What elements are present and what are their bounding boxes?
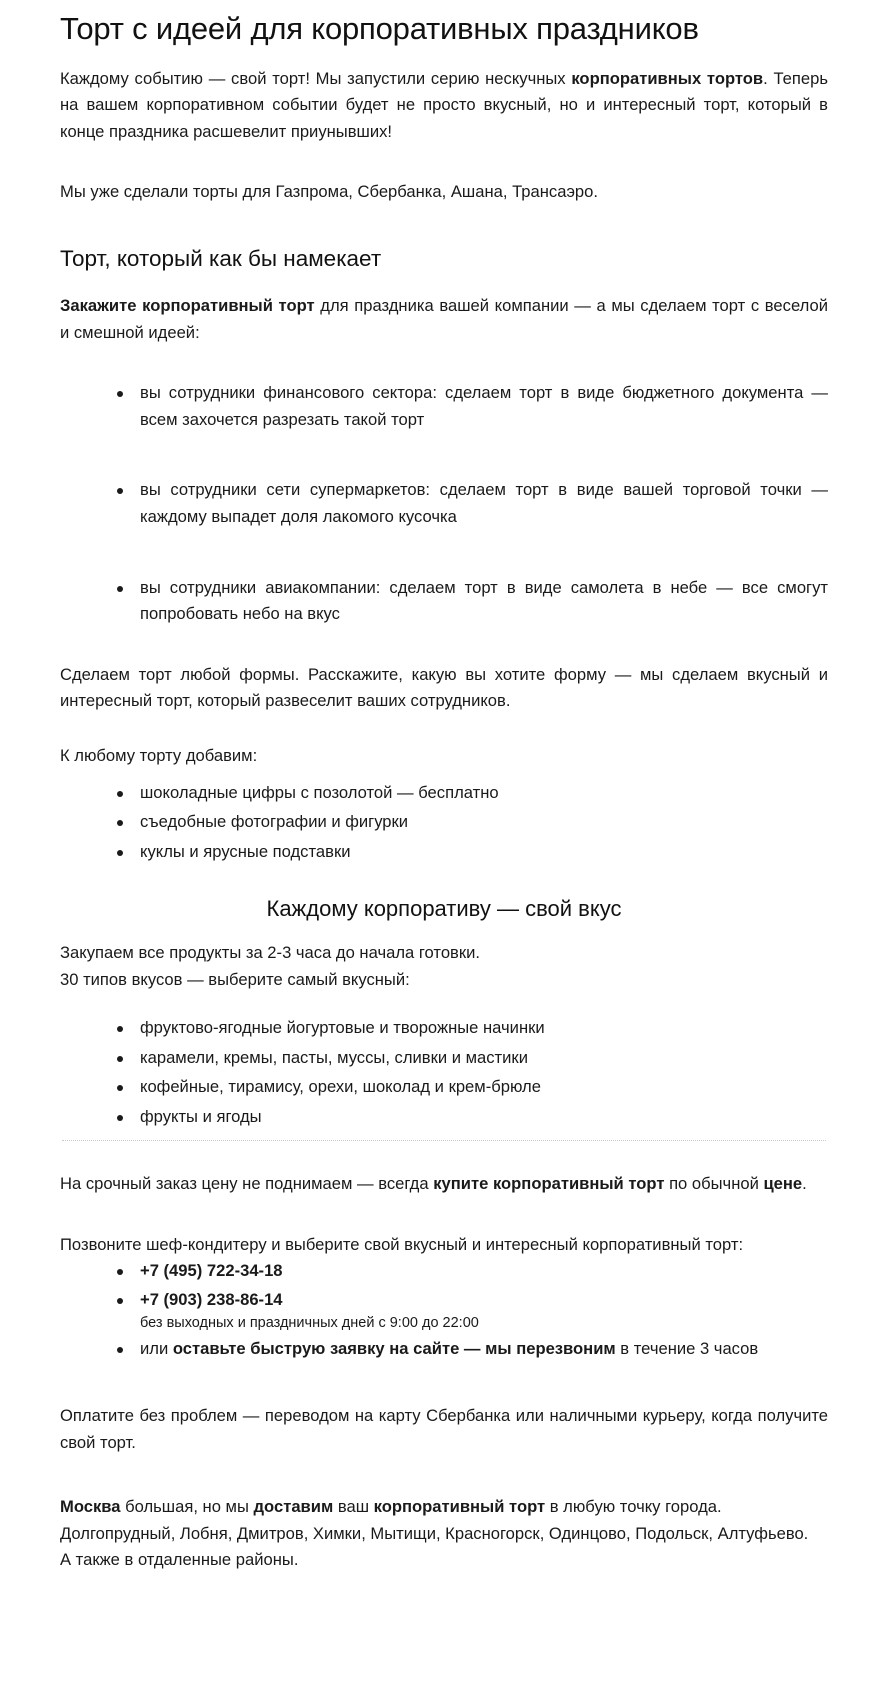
list-item [100, 780, 828, 807]
list-item [100, 809, 828, 836]
list-item [100, 477, 828, 530]
list-item-phone[interactable] [100, 1287, 828, 1335]
pricing-part1: На срочный заказ цену не поднимаем — всегда [60, 1174, 434, 1194]
pricing-part2: по обычной [664, 1174, 764, 1194]
list-item-request[interactable] [100, 1336, 828, 1363]
section-heading-hint: Торт, который как бы намекает [60, 246, 382, 271]
flavor-text: кофейные, тирамису, орехи, шоколад и крем-брюле [140, 1077, 541, 1097]
extras-lead-clip [60, 745, 828, 768]
working-hours: без выходных и праздничных дней с 9:00 до 22:00 [140, 1315, 479, 1332]
list-item [100, 839, 828, 866]
phone-number-primary[interactable]: +7 (495) 722-34-18 [140, 1261, 283, 1281]
order-lead-paragraph [60, 293, 828, 346]
pricing-part3: . [802, 1174, 807, 1194]
ideas-list [60, 380, 828, 627]
contact-lead: Позвоните шеф-кондитеру и выберите свой вкусный и интересный корпоративный торт: [60, 1234, 744, 1254]
list-item [100, 1074, 828, 1101]
request-bold-callback[interactable]: оставьте быструю заявку на сайте — мы перезвоним [172, 1339, 616, 1359]
delivery-part3: ваш [333, 1497, 374, 1517]
section-heading-flavors: Каждому корпоративу — свой вкус [266, 896, 622, 922]
list-item [100, 1104, 828, 1131]
delivery-remote-note: А также в отдаленные районы. [60, 1550, 299, 1570]
phone-number-secondary[interactable]: +7 (903) 238-86-14 [140, 1289, 283, 1309]
extra-text: съедобные фотографии и фигурки [140, 812, 409, 832]
intro-text-part1: Каждому событию — свой торт! Мы запустили серию нескучных [60, 68, 572, 88]
extras-list [60, 780, 828, 866]
flavors-line-2: 30 типов вкусов — выберите самый вкусный: [60, 969, 410, 989]
any-shape-paragraph: Сделаем торт любой формы. Расскажите, какую вы хотите форму — мы сделаем вкусный и интересный торт, который развеселит ваших сотрудников. [60, 664, 828, 711]
order-lead-text: для праздника вашей компании — а мы сделаем торт с веселой и смешной идеей: [60, 296, 829, 342]
extra-text: шоколадные цифры с позолотой — бесплатно [140, 782, 499, 802]
list-item [100, 380, 828, 433]
delivery-part2: большая, но мы [120, 1497, 254, 1517]
list-item-phone[interactable] [100, 1258, 828, 1285]
delivery-bold-cake: корпоративный торт [373, 1497, 546, 1517]
list-item [100, 1015, 828, 1042]
intro-bold-corporate-cakes: корпоративных тортов [571, 68, 764, 88]
idea-text: вы сотрудники авиакомпании: сделаем торт в виде самолета в небе — все смогут попробовать небо на вкус [140, 577, 828, 624]
request-part1: или [140, 1339, 173, 1359]
delivery-cities: Долгопрудный, Лобня, Дмитров, Химки, Мытищи, Красногорск, Одинцово, Подольск, Алтуфьево. [60, 1523, 809, 1543]
order-bold-cta: Закажите корпоративный торт [60, 296, 315, 316]
payment-paragraph: Оплатите без проблем — переводом на карту Сбербанка или наличными курьеру, когда получите свой торт. [60, 1405, 828, 1452]
clients-line: Мы уже сделали торты для Газпрома, Сбербанка, Ашана, Трансаэро. [60, 182, 598, 202]
pricing-paragraph [60, 1171, 828, 1198]
flavor-text: фруктово-ягодные йогуртовые и творожные начинки [140, 1018, 545, 1038]
flavor-text: карамели, кремы, пасты, муссы, сливки и мастики [140, 1047, 528, 1067]
list-item [100, 1045, 828, 1072]
flavors-line-1: Закупаем все продукты за 2-3 часа до начала готовки. [60, 942, 481, 962]
idea-text: вы сотрудники сети супермаркетов: сделаем торт в виде вашей торговой точки — каждому выпадет доля лакомого кусочка [140, 480, 828, 526]
intro-paragraph [60, 66, 828, 146]
flavor-text: фрукты и ягоды [140, 1106, 262, 1126]
list-item [100, 575, 828, 628]
idea-text: вы сотрудники финансового сектора: сделаем торт в виде бюджетного документа — всем захочется разрезать такой торт [140, 383, 828, 429]
contact-list [60, 1258, 828, 1363]
extra-text: куклы и ярусные подставки [140, 841, 351, 861]
delivery-part4: в любую точку города. [545, 1497, 722, 1517]
intro-text-part2: . Теперь на вашем корпоративном событии будет не просто вкусный, но и интересный торт, который в конце праздника расшевелит приунывших! [60, 68, 828, 141]
pricing-bold-price: цене [763, 1174, 803, 1194]
request-part2: в течение 3 часов [615, 1339, 759, 1359]
extras-lead: К любому торту добавим: [60, 745, 258, 765]
delivery-bold-moscow: Москва [60, 1497, 121, 1517]
delivery-bold-deliver: доставим [253, 1497, 334, 1517]
flavors-list [60, 1015, 828, 1130]
delivery-paragraph [60, 1494, 828, 1521]
pricing-bold-buy: купите корпоративный торт [433, 1174, 665, 1194]
page-title: Торт с идеей для корпоративных праздников [60, 11, 699, 46]
